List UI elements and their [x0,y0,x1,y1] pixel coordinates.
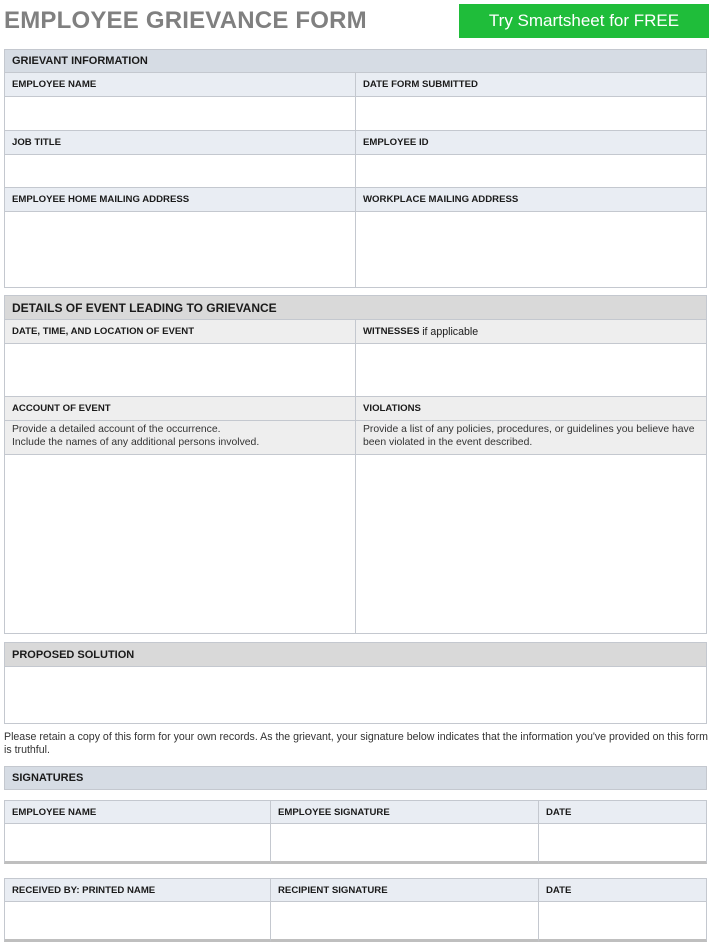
disclaimer-text: Please retain a copy of this form for your own records. As the grievant, your signature below indicates that the information you've provided on this form is truthful. [4,731,708,757]
violations-label: VIOLATIONS [356,397,707,421]
workplace-address-label: WORKPLACE MAILING ADDRESS [356,188,707,212]
account-hint-line-1: Provide a detailed account of the occurrence. [12,424,221,435]
grievant-information-heading: GRIEVANT INFORMATION [4,49,707,73]
witnesses-label-cell [356,320,707,344]
grievant-label-row-1 [4,73,707,97]
employee-id-label: EMPLOYEE ID [356,131,707,155]
event-hint-row [4,421,707,455]
employee-name-field[interactable] [4,97,356,131]
employee-signature-field[interactable] [271,824,539,864]
witnesses-label: WITNESSES [363,326,420,337]
event-field-row-2 [4,455,707,634]
account-hint-line-2: Include the names of any additional persons involved. [12,436,260,448]
event-details-heading: DETAILS OF EVENT LEADING TO GRIEVANCE [4,295,707,320]
sig-date-field-2[interactable] [539,902,707,942]
workplace-address-field[interactable] [356,212,707,288]
violations-hint: Provide a list of any policies, procedures, or guidelines you believe have been violated in the event described. [356,421,707,455]
signature-field-row-2 [4,902,707,942]
violations-field[interactable] [356,455,707,634]
sig-date-field-1[interactable] [539,824,707,864]
try-smartsheet-button[interactable]: Try Smartsheet for FREE [459,4,709,38]
signatures-heading: SIGNATURES [4,766,707,790]
page-title: EMPLOYEE GRIEVANCE FORM [4,7,367,34]
received-by-field[interactable] [4,902,271,942]
recipient-signature-field[interactable] [271,902,539,942]
grievant-label-row-3 [4,188,707,212]
home-address-label: EMPLOYEE HOME MAILING ADDRESS [4,188,356,212]
grievant-field-row-1 [4,97,707,131]
witnesses-field[interactable] [356,344,707,397]
home-address-field[interactable] [4,212,356,288]
job-title-label: JOB TITLE [4,131,356,155]
sig-date-label-2: DATE [539,878,707,902]
employee-name-label: EMPLOYEE NAME [4,73,356,97]
received-by-label: RECEIVED BY: PRINTED NAME [4,878,271,902]
job-title-field[interactable] [4,155,356,188]
signature-field-row-1 [4,824,707,864]
account-of-event-label: ACCOUNT OF EVENT [4,397,356,421]
sig-date-label-1: DATE [539,800,707,824]
signature-label-row-2 [4,878,707,902]
grievant-field-row-2 [4,155,707,188]
date-time-location-field[interactable] [4,344,356,397]
recipient-signature-label: RECIPIENT SIGNATURE [271,878,539,902]
sig-employee-name-label: EMPLOYEE NAME [4,800,271,824]
sig-employee-name-field[interactable] [4,824,271,864]
employee-id-field[interactable] [356,155,707,188]
witnesses-note: if applicable [422,325,479,338]
date-time-location-label: DATE, TIME, AND LOCATION OF EVENT [4,320,356,344]
grievant-label-row-2 [4,131,707,155]
signature-label-row-1 [4,800,707,824]
proposed-solution-heading: PROPOSED SOLUTION [4,642,707,667]
grievant-field-row-3 [4,212,707,288]
date-submitted-field[interactable] [356,97,707,131]
date-submitted-label: DATE FORM SUBMITTED [356,73,707,97]
employee-signature-label: EMPLOYEE SIGNATURE [271,800,539,824]
account-of-event-hint [4,421,356,455]
event-field-row-1 [4,344,707,397]
proposed-solution-field[interactable] [4,666,707,724]
event-label-row-2 [4,397,707,421]
account-of-event-field[interactable] [4,455,356,634]
event-label-row-1 [4,320,707,344]
